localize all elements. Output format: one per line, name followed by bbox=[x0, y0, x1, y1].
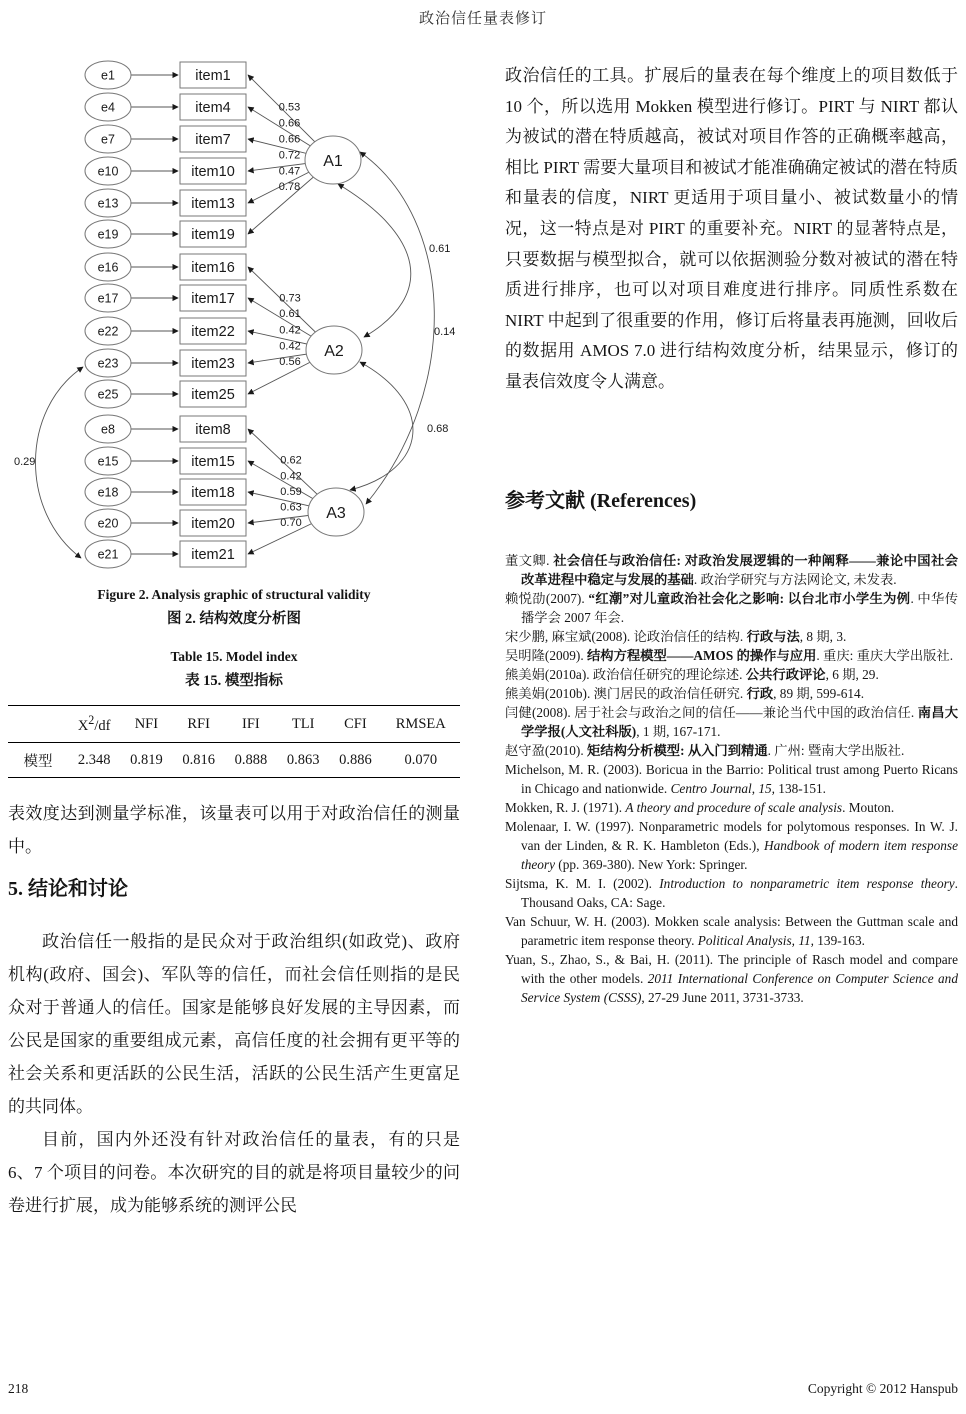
reference-text: . Thousand Oaks, CA: Sage. bbox=[521, 876, 958, 910]
loading-value-item25: 0.56 bbox=[279, 356, 301, 368]
loading-value-item15: 0.42 bbox=[280, 470, 302, 483]
indicator-label-item10: item10 bbox=[191, 164, 235, 180]
reference-text: Michelson, M. R. (2003). Boricua in the Barrio: Political trust among Puerto Ricans in Chicago and nationwide. bbox=[505, 762, 958, 796]
indicator-label-item21: item21 bbox=[191, 547, 235, 563]
reference-title-bold: 结构方程模型——AMOS 的操作与应用 bbox=[587, 648, 817, 663]
reference-text: 熊美娟(2010b). 澳门居民的政治信任研究. bbox=[505, 686, 747, 701]
error-label-e20: e20 bbox=[97, 516, 119, 531]
running-head-title: 政治信任量表修订 bbox=[418, 11, 547, 27]
error-label-e18: e18 bbox=[97, 485, 119, 500]
indicator-label-item23: item23 bbox=[191, 356, 235, 372]
sem-path-diagram bbox=[8, 60, 460, 575]
loading-value-item18: 0.59 bbox=[280, 486, 302, 498]
loading-value-item1: 0.53 bbox=[278, 101, 301, 114]
error-label-e1: e1 bbox=[101, 68, 115, 83]
reference-text: 139-163. bbox=[813, 933, 865, 948]
indicator-label-item20: item20 bbox=[191, 516, 235, 532]
correlation-value-A1-A3: 0.14 bbox=[434, 326, 456, 338]
reference-text: . 重庆: 重庆大学出版社. bbox=[816, 648, 954, 663]
reference-text: , 6 期, 29. bbox=[825, 667, 879, 682]
copyright-notice: Copyright © 2012 Hanspub bbox=[807, 1381, 958, 1396]
reference-title-italic: Introduction to nonparametric item response theory bbox=[659, 876, 955, 891]
model-table-header-row bbox=[8, 706, 460, 743]
loading-value-item21: 0.70 bbox=[280, 517, 302, 529]
loading-value-item8: 0.62 bbox=[280, 454, 302, 467]
reference-title-bold: 行政 bbox=[746, 686, 774, 701]
reference-entry bbox=[505, 703, 958, 741]
indicator-label-item16: item16 bbox=[191, 260, 235, 276]
reference-title-bold: 社会信任与政治信任: 对政治发展逻辑的一种阐释——兼论中国社会改革进程中稳定与发展的基础 bbox=[521, 553, 958, 587]
reference-entry bbox=[505, 646, 958, 665]
reference-entry bbox=[505, 760, 958, 798]
body-paragraph: 目前，国内外还没有针对政治信任的量表，有的只是 6、7 个项目的问卷。本次研究的目的就是将项目量较少的问卷进行扩展，成为能够系统的测评公民 bbox=[8, 1130, 460, 1215]
error-label-e19: e19 bbox=[97, 227, 119, 242]
figure-caption-zh: 图 2. 结构效度分析图 bbox=[166, 611, 302, 627]
reference-title-italic: A theory and procedure of scale analysis bbox=[625, 800, 843, 815]
reference-entry bbox=[505, 551, 958, 589]
error-label-e23: e23 bbox=[97, 356, 119, 371]
loading-value-item4: 0.66 bbox=[278, 117, 301, 130]
indicator-label-item22: item22 bbox=[191, 324, 235, 340]
right-paragraph: 政治信任的工具。扩展后的量表在每个维度上的项目数低于 10 个，所以选用 Mokken 模型进行修订。PIRT 与 NIRT 都认为被试的潜在特质越高，被试对项目作答的正确概率越高，相比 PIRT 需要大量项目和被试才能准确确定被试的潜在特质和量表的信度，NIRT 更适用于项目量小、被试数量小的情况，这一特点是对 PIRT 的重要补充。NIRT 的显著特点是，只要数据与模型拟合，就可以依据测验分数对被试的潜在特质进行排序，也可以对项目难度进行排序。同质性系数在 NIRT 中起到了很重要的作用，修订后将量表再施测，回收后的数据用 AMOS 7.0 进行结构效度分析，结果显示，修订的量表信效度令人满意。 bbox=[505, 66, 958, 391]
reference-text: 闫健(2008). 居于社会与政治之间的信任——兼论当代中国的政治信任. bbox=[505, 705, 918, 720]
table-title-en: Table 15. Model index bbox=[170, 649, 298, 664]
reference-text: 宋少鹏, 麻宝斌(2008). 论政治信任的结构. bbox=[505, 629, 747, 644]
table-column-header: NFI bbox=[120, 706, 172, 743]
correlation-value-A2-A3: 0.68 bbox=[427, 423, 449, 435]
reference-entry bbox=[505, 741, 958, 760]
reference-title-italic: 2011 International Conference on Computer Science and Service System (CSSS) bbox=[521, 971, 958, 1005]
references-heading: 参考文献 (References) bbox=[505, 490, 697, 512]
reference-text: 赵守盈(2010). bbox=[505, 743, 587, 758]
error-label-e8: e8 bbox=[101, 422, 115, 437]
correlation-arrow-e23-e21 bbox=[35, 367, 83, 558]
reference-text: (pp. 369-380). New York: Springer. bbox=[554, 857, 748, 872]
correlation-value-e23-e21: 0.29 bbox=[14, 456, 36, 468]
table-column-header: $X^2/df$ bbox=[68, 706, 120, 743]
indicator-label-item19: item19 bbox=[191, 227, 235, 243]
reference-text: , 1 期, 167-171. bbox=[636, 724, 721, 739]
table-column-header: CFI bbox=[329, 706, 381, 743]
indicator-label-item8: item8 bbox=[195, 422, 231, 438]
loading-value-item13: 0.47 bbox=[278, 165, 301, 178]
indicator-label-item7: item7 bbox=[195, 132, 231, 148]
factor-label-A3: A3 bbox=[326, 505, 346, 522]
reference-title-bold: “红潮”对儿童政治社会化之影响: 以台北市小学生为例 bbox=[588, 591, 911, 606]
indicator-label-item13: item13 bbox=[191, 196, 235, 212]
indicator-label-item15: item15 bbox=[191, 454, 235, 470]
reference-text: 熊美娟(2010a). 政治信任研究的理论综述. bbox=[505, 667, 746, 682]
reference-title-italic: Centro Journal bbox=[670, 781, 752, 796]
table-cell-value: 0.886 bbox=[339, 751, 372, 768]
reference-entry bbox=[505, 874, 958, 912]
left-paragraph-continuation: 表效度达到测量学标准，该量表可以用于对政治信任的测量中。 bbox=[8, 804, 460, 856]
reference-text: , 8 期, 3. bbox=[799, 629, 847, 644]
reference-text: , bbox=[751, 781, 759, 796]
page-number: 218 bbox=[8, 1381, 29, 1396]
reference-entry bbox=[505, 665, 958, 684]
reference-entry bbox=[505, 950, 958, 1007]
reference-title-italic: Political Analysis, 11, bbox=[697, 933, 814, 948]
error-label-e21: e21 bbox=[97, 547, 119, 562]
reference-entry bbox=[505, 684, 958, 703]
reference-text: Molenaar, I. W. (1997). Nonparametric models for polytomous responses. In W. J. van der Linden, & R. K. Hambleton (Eds.), bbox=[505, 819, 958, 853]
reference-text: Sijtsma, K. M. I. (2002). bbox=[505, 876, 660, 891]
error-label-e4: e4 bbox=[101, 100, 115, 115]
correlation-arrow-A1-A3 bbox=[360, 152, 434, 504]
reference-text: . 政治学研究与方法网论文, 未发表. bbox=[693, 572, 897, 587]
reference-title-bold: 矩结构分析模型: 从入门到精通 bbox=[587, 743, 768, 758]
loading-value-item19: 0.78 bbox=[278, 181, 301, 193]
indicator-label-item25: item25 bbox=[191, 387, 235, 403]
indicator-label-item1: item1 bbox=[195, 68, 231, 84]
correlation-arrow-A2-A3 bbox=[350, 362, 413, 490]
error-label-e10: e10 bbox=[97, 164, 119, 179]
reference-text: , 89 期, 599-614. bbox=[773, 686, 865, 701]
factor-label-A2: A2 bbox=[324, 343, 344, 360]
table-cell-value: 0.819 bbox=[130, 751, 163, 768]
table-cell-value: 0.816 bbox=[182, 751, 215, 768]
reference-text: 138-151. bbox=[774, 781, 826, 796]
reference-text: Mokken, R. J. (1971). bbox=[505, 800, 626, 815]
reference-title-italic: 15, bbox=[758, 781, 775, 796]
reference-text: Yuan, S., Zhao, S., & Bai, H. (2011). The principle of Rasch model and compare with the other models. bbox=[505, 952, 958, 986]
error-label-e22: e22 bbox=[97, 324, 119, 339]
reference-text: , 27-29 June 2011, 3731-3733. bbox=[641, 990, 804, 1005]
reference-entry bbox=[505, 798, 958, 817]
reference-text: 赖悦劭(2007). bbox=[505, 591, 589, 606]
loading-value-item7: 0.66 bbox=[278, 133, 301, 146]
indicator-label-item18: item18 bbox=[191, 485, 235, 501]
table-column-header: IFI bbox=[225, 706, 277, 743]
model-index-table bbox=[8, 705, 460, 778]
table-cell-value: 0.888 bbox=[234, 751, 268, 768]
error-label-e7: e7 bbox=[101, 132, 115, 147]
left-paragraph-block bbox=[8, 925, 460, 1222]
loading-value-item20: 0.63 bbox=[280, 501, 302, 514]
correlation-value-A1-A2: 0.61 bbox=[429, 243, 451, 255]
loading-value-item17: 0.61 bbox=[279, 308, 301, 320]
table-corner-cell bbox=[8, 706, 68, 743]
loading-value-item10: 0.72 bbox=[278, 149, 301, 162]
indicator-label-item17: item17 bbox=[191, 291, 235, 307]
model-table-data-row bbox=[8, 743, 460, 778]
reference-text: . 中华传播学会 2007 年会. bbox=[521, 591, 958, 625]
body-paragraph: 政治信任一般指的是民众对于政治组织(如政党)、政府机构(政府、国会)、军队等的信任，而社会信任则指的是民众对于普通人的信任。国家是能够良好发展的主导因素，而公民是国家的重要组成元素，高信任度的社会拥有更平等的社会关系和更活跃的公民生活，活跃的公民生活产生更富足的共同体。 bbox=[8, 932, 460, 1116]
reference-text: Van Schuur, W. H. (2003). Mokken scale analysis: Between the Guttman scale and parametric item response theory. bbox=[505, 914, 958, 948]
table-cell-value: 0.863 bbox=[286, 751, 320, 768]
error-label-e25: e25 bbox=[97, 387, 119, 402]
error-label-e15: e15 bbox=[97, 454, 119, 469]
table-title-zh: 表 15. 模型指标 bbox=[185, 673, 283, 689]
reference-text: . Mouton. bbox=[842, 800, 895, 815]
error-label-e16: e16 bbox=[97, 260, 119, 275]
reference-title-italic: Handbook of modern item response theory bbox=[521, 838, 958, 872]
table-column-header: RMSEA bbox=[382, 706, 460, 743]
loading-value-item23: 0.42 bbox=[279, 340, 301, 353]
reference-text: . 广州: 暨南大学出版社. bbox=[767, 743, 905, 758]
reference-text: 董文卿. bbox=[505, 553, 554, 568]
table-column-header: RFI bbox=[173, 706, 225, 743]
loading-value-item16: 0.73 bbox=[279, 292, 301, 305]
reference-title-bold: 南昌大学学报(人文社科版) bbox=[521, 705, 958, 739]
reference-entry bbox=[505, 817, 958, 874]
reference-title-bold: 行政与法 bbox=[746, 629, 800, 644]
factor-label-A1: A1 bbox=[323, 153, 343, 170]
table-cell-value: 2.348 bbox=[77, 751, 111, 768]
reference-title-bold: 公共行政评论 bbox=[745, 667, 826, 682]
reference-entry bbox=[505, 627, 958, 646]
figure-caption-en: Figure 2. Analysis graphic of structural validity bbox=[97, 587, 371, 602]
table-column-header: TLI bbox=[277, 706, 329, 743]
indicator-label-item4: item4 bbox=[195, 100, 231, 116]
reference-entry bbox=[505, 912, 958, 950]
error-label-e17: e17 bbox=[97, 291, 119, 306]
table-row-label: 模型 bbox=[23, 753, 53, 770]
table-cell-value: 0.070 bbox=[404, 751, 438, 768]
reference-entry bbox=[505, 589, 958, 627]
error-label-e13: e13 bbox=[97, 196, 119, 211]
loading-value-item22: 0.42 bbox=[279, 324, 301, 337]
section-heading-conclusion: 5. 结论和讨论 bbox=[8, 878, 128, 900]
reference-text: 吴明隆(2009). bbox=[505, 648, 587, 663]
references-list bbox=[505, 551, 958, 1007]
correlation-arrow-A1-A2 bbox=[338, 184, 411, 337]
